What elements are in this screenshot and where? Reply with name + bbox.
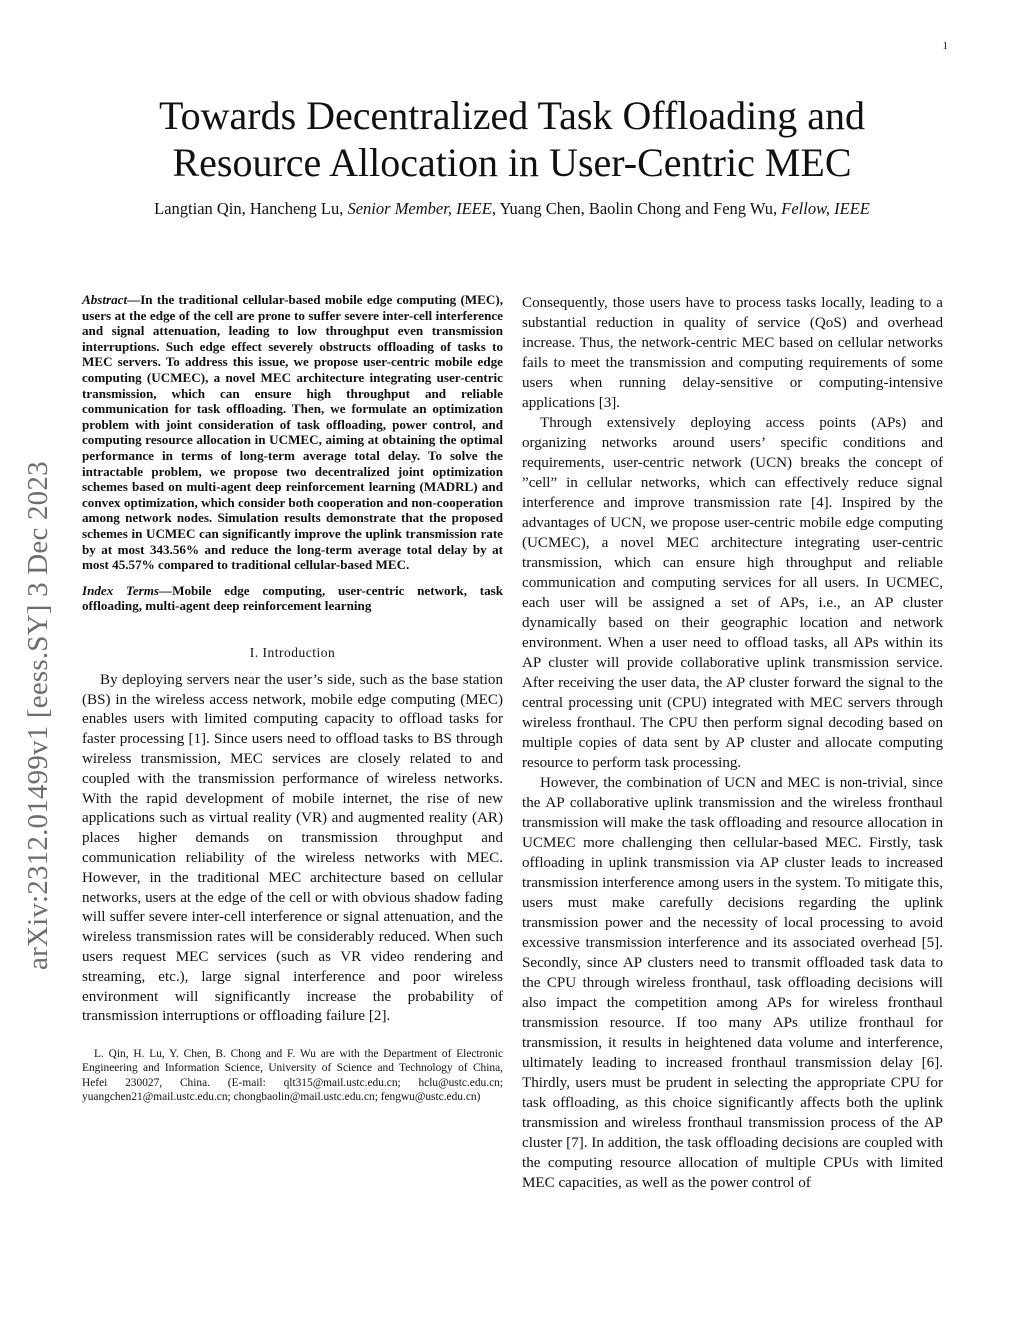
abstract-label: Abstract xyxy=(82,292,128,307)
introduction-body xyxy=(82,671,503,1027)
page-number: 1 xyxy=(942,40,948,52)
paper-title-line-1: Towards Decentralized Task Offloading and xyxy=(158,93,865,138)
section-heading-introduction: I. Introduction xyxy=(249,644,336,660)
arxiv-identifier-stamp[interactable]: arXiv:2312.01499v1 [eess.SY] 3 Dec 2023 xyxy=(22,461,54,970)
author-role-2: Fellow, IEEE xyxy=(781,199,870,218)
right-paragraph-2: Through extensively deploying access points (APs) and organizing networks around users’ specific conditions and requirements, user-centric network (UCN) breaks the concept of ”cell” in cellular networks, which can effectively reduce signal interference and improve transmission rate [4]. Inspired by the advantages of UCN, we propose user-centric mobile edge computing (UCMEC), a novel MEC architecture integrating user-centric transmission, which can ensure high throughput and reliable communication and computing services for all users. In UCMEC, each user will be assigned a set of APs, i.e., an AP cluster dynamically based on their geographic location and network environment. When a user need to offload tasks, all APs within its AP cluster will provide collaborative uplink transmission service. After receiving the user data, the AP cluster forward the signal to the central processing unit (CPU) integrated with MEC servers through wireless fronthaul. The CPU then perform signal decoding based on multiple copies of data sent by AP cluster and allocate computing resource to perform task processing. xyxy=(522,415,943,771)
index-terms-label: Index Terms xyxy=(82,582,160,598)
right-paragraph-3: However, the combination of UCN and MEC is non-trivial, since the AP collaborative uplink transmission and the wireless fronthaul transmission will make the task offloading and resource allocation in UCMEC more challenging then cellular-based MEC. Firstly, task offloading in uplink transmission via AP cluster leads to increased transmission interference among users in the system. To mitigate this, users must make carefully decisions regarding the uplink transmission power and the necessity of local processing to avoid excessive transmission interference and its associated overhead [5]. Secondly, since AP clusters need to transmit offloaded task data to the CPU through wireless fronthaul, task offloading decisions will also impact the competition among APs for wireless fronthaul transmission resource. If too many APs utilize fronthaul for transmission, it results in heightened data volume and interference, ultimately leading to increased fronthaul transmission delay [6]. Thirdly, users must be prudent in selecting the appropriate CPU for task offloading, as this choice significantly affects both the uplink transmission and wireless fronthaul transmission process of the AP cluster [7]. In addition, the task offloading decisions are coupled with the computing resource allocation of multiple CPUs with limited MEC capacities, as well as the power control of xyxy=(522,775,943,1191)
introduction-paragraph-1: By deploying servers near the user’s side, such as the base station (BS) in the wireless access network, mobile edge computing (MEC) enables users with limited computing capacity to offload tasks for faster processing [1]. Since users need to offload tasks to BS through wireless transmission, MEC services are closely related to and coupled with the transmission performance of wireless networks. With the rapid development of mobile internet, the rise of new applications such as virtual reality (VR) and augmented reality (AR) places higher demands on transmission throughput and communication reliability of the wireless networks with MEC. However, in the traditional MEC architecture based on cellular networks, users at the edge of the cell or with obvious shadow fading will suffer severe inter-cell interference or signal attenuation, and the wireless transmission rates will be considerably reduced. When such users request MEC services (such as VR video rendering and streaming, etc.), large signal interference and poor wireless environment will significantly increase the probability of transmission interruptions or offloading failure [2]. xyxy=(82,671,503,1025)
author-list xyxy=(60,199,964,219)
right-column xyxy=(522,293,943,1193)
right-paragraph-1: Consequently, those users have to process tasks locally, leading to a substantial reduction in quality of service (QoS) and overhead increase. Thus, the network-centric MEC based on cellular networks fails to meet the transmission and computing requirements of some users when running delay-sensitive or computing-intensive applications [3]. xyxy=(522,295,943,411)
paper-title-line-2: Resource Allocation in User-Centric MEC xyxy=(172,140,852,185)
authors-part-2: , Yuang Chen, Baolin Chong and Feng Wu, xyxy=(491,199,782,218)
left-column xyxy=(82,292,503,1104)
author-role-1: Senior Member, IEEE xyxy=(347,199,492,218)
abstract-text: —In the traditional cellular-based mobile edge computing (MEC), users at the edge of the cell are prone to suffer severe inter-cell interference and signal attenuation, leading to low throughput even transmission interruptions. Such edge effect severely obstructs offloading of tasks to MEC servers. To address this issue, we propose user-centric mobile edge computing (UCMEC), a novel MEC architecture integrating user-centric transmission, which can ensure high throughput and reliable communication for task offloading. Then, we formulate an optimization problem with joint consideration of task offloading, power control, and computing resource allocation in UCMEC, aiming at obtaining the optimal performance in terms of long-term average total delay. To solve the intractable problem, we propose two decentralized joint optimization schemes based on multi-agent deep reinforcement learning (MADRL) and convex optimization, which consider both cooperation and non-cooperation among network nodes. Simulation results demonstrate that the proposed schemes in UCMEC can significantly improve the uplink transmission rate by at most 343.56% and reduce the long-term average total delay by at most 45.57% compared to traditional cellular-based MEC. xyxy=(82,292,503,573)
index-terms xyxy=(82,583,503,614)
authors-part-1: Langtian Qin, Hancheng Lu, xyxy=(154,199,348,218)
author-affiliation-footnote: L. Qin, H. Lu, Y. Chen, B. Chong and F. Wu are with the Department of Electronic Engineering and Information Science, University of Science and Technology of China, Hefei 230027, China. (E-mail: qlt315@mail.ustc.edu.cn; hclu@ustc.edu.cn; yuangchen21@mail.ustc.edu.cn; chongbaolin@mail.ustc.edu.cn; fengwu@ustc.edu.cn) xyxy=(82,1048,503,1103)
index-terms-text: —Mobile edge computing, user-centric network, task offloading, multi-agent deep reinforcement learning xyxy=(82,582,503,614)
abstract xyxy=(82,292,503,573)
paper-title xyxy=(100,92,924,186)
